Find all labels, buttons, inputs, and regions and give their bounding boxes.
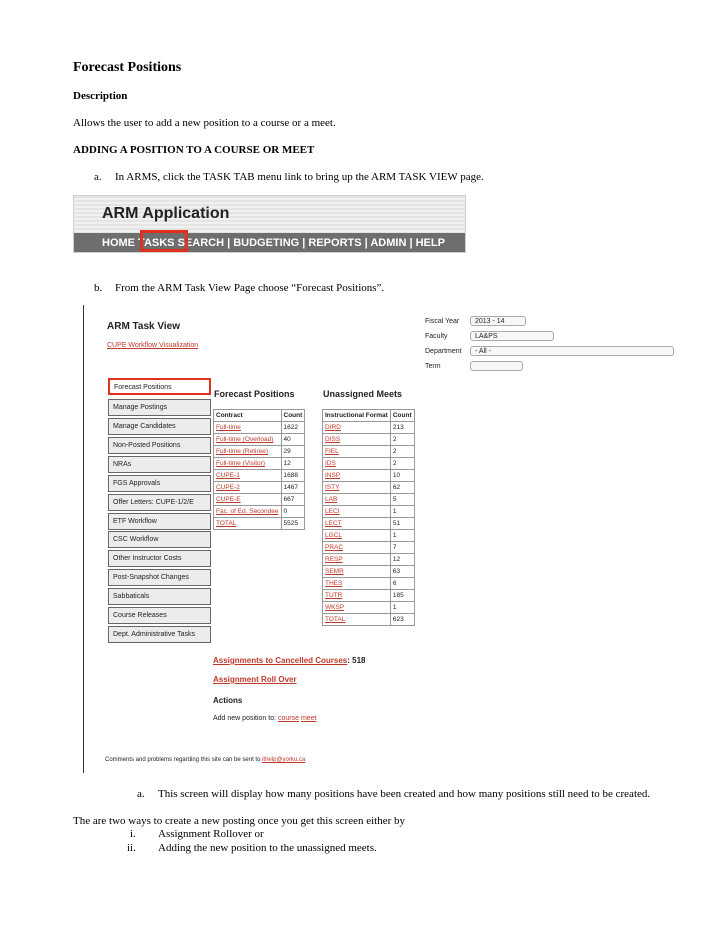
meets-link[interactable]: LECI	[325, 508, 340, 515]
meets-row	[323, 518, 415, 530]
meets-row	[323, 482, 415, 494]
meets-count: 62	[392, 484, 401, 491]
menu-item[interactable]: Manage Postings	[108, 399, 211, 416]
cancelled-courses-link[interactable]: Assignments to Cancelled Courses	[213, 656, 348, 665]
meets-cell	[323, 530, 391, 542]
forecast-link[interactable]: Fac. of Ed. Secondee	[216, 508, 279, 515]
meets-cell	[390, 530, 414, 542]
meets-cell	[390, 422, 414, 434]
meets-row	[323, 614, 415, 626]
meets-row	[323, 506, 415, 518]
term-label: Term	[425, 363, 441, 370]
forecast-header-cell: Count	[281, 410, 305, 422]
footer-email[interactable]: ithelp@yorku.ca	[262, 757, 306, 763]
way-i-text: Assignment Rollover or	[158, 828, 264, 840]
forecast-link[interactable]: Full-time (Overload)	[216, 436, 274, 443]
meets-cell	[390, 458, 414, 470]
meets-cell	[390, 434, 414, 446]
term-select[interactable]	[470, 361, 523, 371]
forecast-row	[214, 482, 305, 494]
meets-link[interactable]: TOTAL	[325, 616, 346, 623]
meets-cell	[323, 470, 391, 482]
meets-count: 213	[392, 424, 404, 431]
forecast-link[interactable]: Full-time	[216, 424, 241, 431]
forecast-header-row	[214, 410, 305, 422]
meets-row	[323, 554, 415, 566]
meets-cell	[323, 518, 391, 530]
way-i-marker: i.	[130, 828, 136, 840]
meets-link[interactable]: LAB	[325, 496, 338, 503]
department-select[interactable]: - All -	[470, 346, 674, 356]
menu-item[interactable]: CSC Workflow	[108, 531, 211, 548]
footer	[105, 757, 305, 763]
meets-count: 2	[392, 448, 397, 455]
meets-cell	[323, 578, 391, 590]
add-new-text: Add new position to:	[213, 715, 277, 722]
description-heading: Description	[73, 90, 128, 102]
forecast-heading: Forecast Positions	[214, 389, 295, 399]
forecast-row	[214, 470, 305, 482]
meets-cell	[323, 566, 391, 578]
menu-item[interactable]: Course Releases	[108, 607, 211, 624]
meets-count: 7	[392, 544, 397, 551]
meets-link[interactable]: THES	[325, 580, 343, 587]
menu-item[interactable]: Other Instructor Costs	[108, 550, 211, 567]
menu-item[interactable]: Forecast Positions	[108, 378, 211, 395]
meets-row	[323, 542, 415, 554]
meets-cell	[390, 566, 414, 578]
forecast-count: 29	[283, 448, 291, 455]
section-heading: ADDING A POSITION TO A COURSE OR MEET	[73, 144, 315, 156]
forecast-cell	[214, 494, 282, 506]
meets-header-cell: Instructional Format	[323, 410, 391, 422]
forecast-cell	[281, 494, 305, 506]
forecast-cell	[214, 446, 282, 458]
meets-cell	[390, 446, 414, 458]
meets-count: 63	[392, 568, 401, 575]
menu-item[interactable]: Manage Candidates	[108, 418, 211, 435]
menu-item[interactable]: Post-Snapshot Changes	[108, 569, 211, 586]
meets-cell	[323, 590, 391, 602]
cancelled-count: : 518	[347, 656, 366, 665]
forecast-cell	[281, 482, 305, 494]
meets-cell	[390, 578, 414, 590]
meets-cell	[390, 542, 414, 554]
meets-cell	[323, 494, 391, 506]
meets-row	[323, 566, 415, 578]
forecast-link[interactable]: Full-time (Retiree)	[216, 448, 269, 455]
unassigned-heading: Unassigned Meets	[323, 389, 403, 399]
meets-link[interactable]: LECT	[325, 520, 342, 527]
meets-row	[323, 458, 415, 470]
meets-link[interactable]: DIRD	[325, 424, 341, 431]
menu-item[interactable]: Sabbaticals	[108, 588, 211, 605]
forecast-row	[214, 422, 305, 434]
meets-link[interactable]: INSP	[325, 472, 341, 479]
arm-banner-screenshot	[73, 195, 466, 253]
meets-count: 5	[392, 496, 397, 503]
meets-table	[322, 409, 415, 626]
forecast-cell	[281, 458, 305, 470]
meets-count: 2	[392, 460, 397, 467]
meets-link[interactable]: ISTY	[325, 484, 340, 491]
meets-cell	[390, 470, 414, 482]
meets-header-row	[323, 410, 415, 422]
forecast-cell	[281, 434, 305, 446]
meets-count: 51	[392, 520, 401, 527]
menu-item[interactable]: Non-Posted Positions	[108, 437, 211, 454]
meets-cell	[323, 446, 391, 458]
meets-link[interactable]: TUTR	[325, 592, 343, 599]
banner-nav: HOME TASKS SEARCH | BUDGETING | REPORTS | ADMIN | HELP	[102, 237, 445, 249]
task-view-screenshot	[83, 305, 693, 773]
forecast-count: 667	[283, 496, 295, 503]
meets-cell	[323, 434, 391, 446]
menu-item[interactable]: Dept. Administrative Tasks	[108, 626, 211, 643]
meets-count: 2	[392, 436, 397, 443]
meets-link[interactable]: RESP	[325, 556, 343, 563]
meets-header-cell: Count	[390, 410, 414, 422]
footer-text: Comments and problems regarding this site can be sent to	[105, 757, 261, 763]
banner-title: ARM Application	[102, 205, 230, 222]
way-ii-text: Adding the new position to the unassigned meets.	[158, 842, 377, 854]
meets-cell	[390, 554, 414, 566]
meets-row	[323, 446, 415, 458]
meets-cell	[390, 518, 414, 530]
forecast-count: 1467	[283, 484, 298, 491]
forecast-link[interactable]: CUPE-E	[216, 496, 241, 503]
taskview-title: ARM Task View	[107, 321, 180, 332]
forecast-cell	[214, 458, 282, 470]
meets-count: 12	[392, 556, 401, 563]
step-a-marker: a.	[94, 171, 102, 183]
forecast-count: 40	[283, 436, 291, 443]
meets-link[interactable]: IDS	[325, 460, 336, 467]
forecast-cell	[214, 470, 282, 482]
meets-count: 10	[392, 472, 401, 479]
forecast-row	[214, 506, 305, 518]
forecast-row	[214, 446, 305, 458]
meets-link[interactable]: FIEL	[325, 448, 339, 455]
meets-cell	[323, 458, 391, 470]
fiscal-year-label: Fiscal Year	[425, 318, 460, 325]
forecast-table	[213, 409, 305, 530]
forecast-count: 12	[283, 460, 291, 467]
meets-link[interactable]: PRAC	[325, 544, 344, 551]
doc-title: Forecast Positions	[73, 60, 182, 75]
meets-cell	[390, 482, 414, 494]
meets-cell	[323, 614, 391, 626]
note-a-text: This screen will display how many positions have been created and how many positions still need to be created.	[158, 788, 651, 800]
meets-row	[323, 470, 415, 482]
forecast-cell	[214, 422, 282, 434]
forecast-count: 0	[283, 508, 288, 515]
step-b-text: From the ARM Task View Page choose “Forecast Positions”.	[115, 282, 385, 294]
meets-row	[323, 434, 415, 446]
meets-count: 1	[392, 604, 397, 611]
forecast-link[interactable]: CUPE-1	[216, 472, 240, 479]
forecast-cell	[281, 470, 305, 482]
meets-link[interactable]: DISS	[325, 436, 341, 443]
add-meet-link[interactable]: meet	[300, 715, 317, 722]
forecast-link[interactable]: CUPE-2	[216, 484, 240, 491]
meets-count: 623	[392, 616, 404, 623]
forecast-cell	[281, 446, 305, 458]
forecast-cell	[281, 422, 305, 434]
meets-cell	[323, 422, 391, 434]
meets-count: 185	[392, 592, 404, 599]
meets-cell	[390, 590, 414, 602]
department-label: Department	[425, 348, 462, 355]
meets-cell	[323, 602, 391, 614]
forecast-cell	[281, 506, 305, 518]
meets-cell	[390, 506, 414, 518]
actions-heading: Actions	[213, 696, 243, 705]
forecast-count: 1688	[283, 472, 298, 479]
meets-row	[323, 590, 415, 602]
meets-count: 1	[392, 532, 397, 539]
forecast-row	[214, 494, 305, 506]
forecast-link[interactable]: TOTAL	[216, 520, 237, 527]
forecast-row	[214, 434, 305, 446]
forecast-cell	[281, 518, 305, 530]
meets-row	[323, 578, 415, 590]
meets-cell	[323, 482, 391, 494]
meets-link[interactable]: SEMR	[325, 568, 344, 575]
forecast-cell	[214, 434, 282, 446]
forecast-count: 1622	[283, 424, 298, 431]
forecast-row	[214, 518, 305, 530]
add-course-link[interactable]: course	[278, 715, 300, 722]
meets-count: 1	[392, 508, 397, 515]
meets-count: 6	[392, 580, 397, 587]
ways-text: The are two ways to create a new posting once you get this screen either by	[73, 815, 406, 827]
menu-item[interactable]: NRAs	[108, 456, 211, 473]
meets-link[interactable]: WKSP	[325, 604, 345, 611]
step-b-marker: b.	[94, 282, 103, 294]
meets-cell	[323, 506, 391, 518]
description-text: Allows the user to add a new position to a course or a meet.	[73, 117, 336, 129]
meets-link[interactable]: LGCL	[325, 532, 342, 539]
forecast-link[interactable]: Full-time (Visitor)	[216, 460, 265, 467]
note-a-marker: a.	[137, 788, 145, 800]
forecast-cell	[214, 506, 282, 518]
forecast-cell	[214, 482, 282, 494]
meets-cell	[390, 614, 414, 626]
meets-cell	[323, 554, 391, 566]
rollover-link[interactable]: Assignment Roll Over	[213, 675, 297, 684]
way-ii-marker: ii.	[127, 842, 136, 854]
menu-item[interactable]: ETF Workflow	[108, 513, 211, 530]
menu-item[interactable]: Offer Letters: CUPE-1/2/E	[108, 494, 211, 511]
forecast-header-cell: Contract	[214, 410, 282, 422]
workflow-link[interactable]: CUPE Workflow Visualization	[107, 342, 199, 349]
add-new-row	[213, 715, 317, 722]
faculty-label: Faculty	[425, 333, 448, 340]
meets-row	[323, 602, 415, 614]
meets-cell	[323, 542, 391, 554]
meets-cell	[390, 602, 414, 614]
forecast-count: 5525	[283, 520, 298, 527]
meets-cell	[390, 494, 414, 506]
forecast-cell	[214, 518, 282, 530]
forecast-row	[214, 458, 305, 470]
cancelled-courses	[213, 656, 366, 665]
meets-row	[323, 494, 415, 506]
meets-row	[323, 530, 415, 542]
fiscal-year-select[interactable]: 2013 - 14	[470, 316, 526, 326]
faculty-select[interactable]: LA&PS	[470, 331, 554, 341]
menu-item[interactable]: FGS Approvals	[108, 475, 211, 492]
meets-row	[323, 422, 415, 434]
tasks-highlight	[140, 230, 188, 252]
step-a-text: In ARMS, click the TASK TAB menu link to bring up the ARM TASK VIEW page.	[115, 171, 484, 183]
